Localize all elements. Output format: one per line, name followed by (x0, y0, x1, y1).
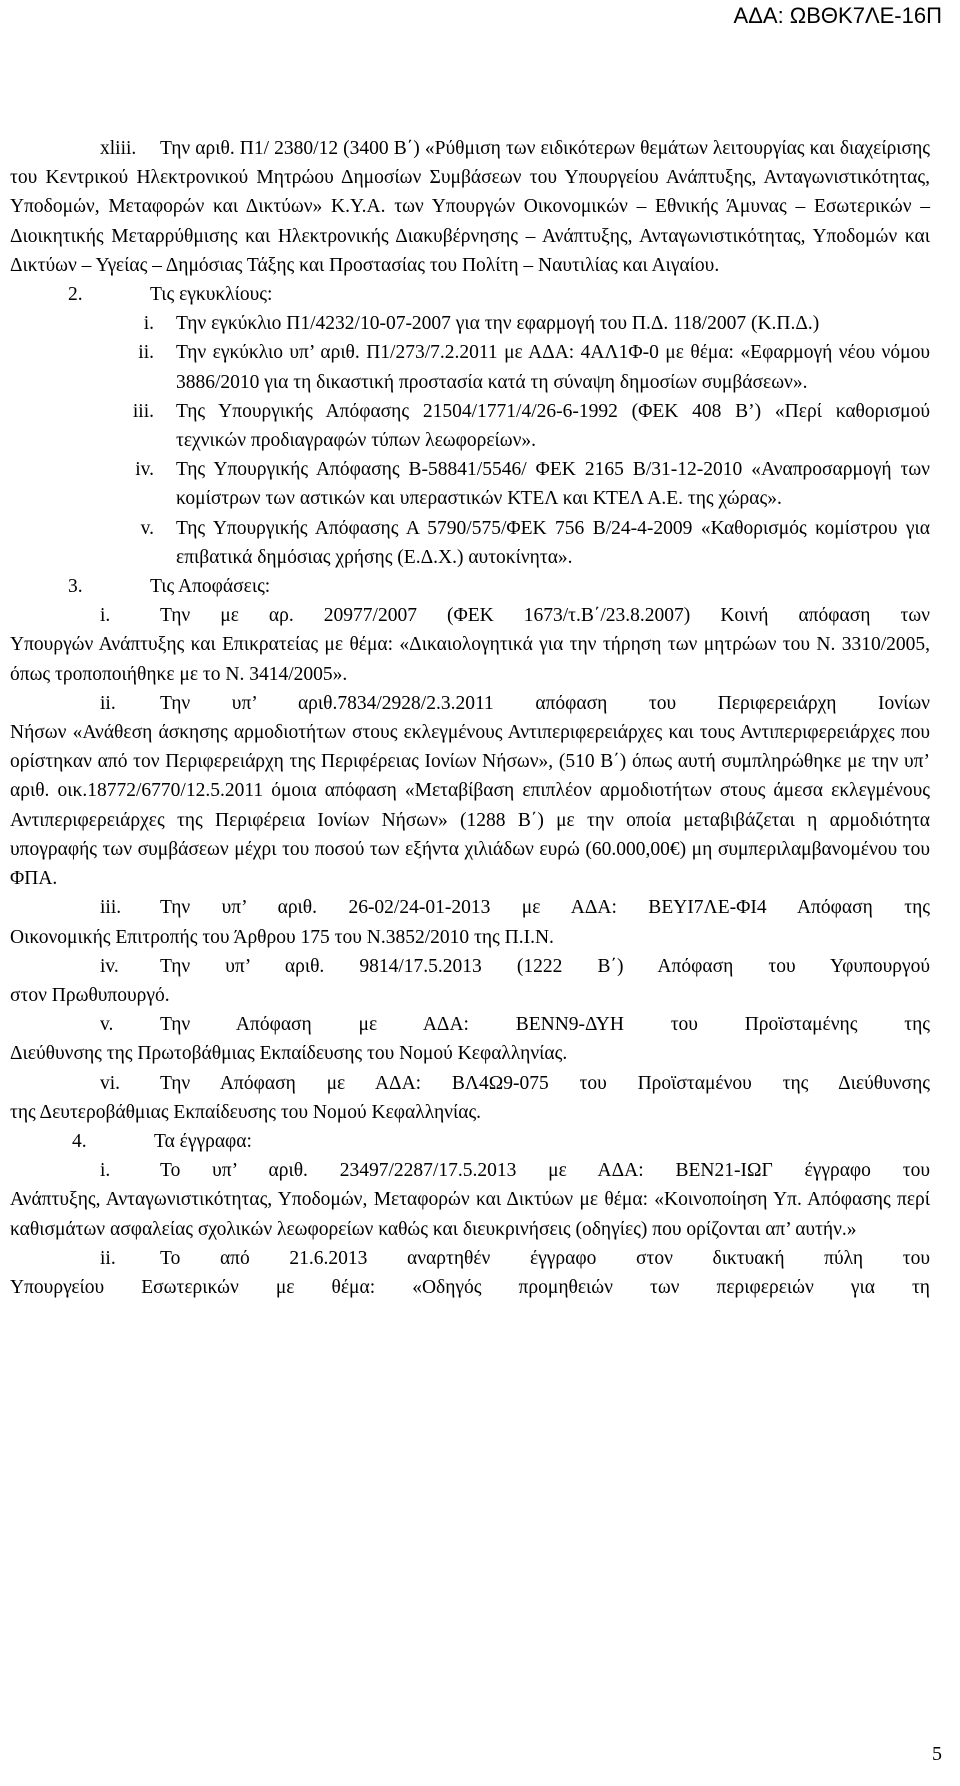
decision-item (10, 1010, 930, 1068)
item-text-rest: Υπουργών Ανάπτυξης και Επικρατείας με θέμα: «Δικαιολογητικά για την τήρηση των μητρώων του Ν. 3310/2005, όπως τροποποιήθηκε με το Ν. 3414/2005». (10, 634, 930, 685)
decision-item (10, 689, 930, 893)
document-item (10, 1156, 930, 1244)
section-decisions (10, 572, 930, 601)
item-label: ii. (100, 692, 116, 714)
circular-item (10, 309, 930, 338)
item-text-first: Την με αρ. 20977/2007 (ΦΕΚ 1673/τ.Β΄/23.8.2007) Κοινή απόφαση των (160, 605, 930, 627)
section-label: 4. (72, 1130, 87, 1152)
document-item (10, 1244, 930, 1302)
decision-item (10, 893, 930, 951)
item-text-rest: Ανάπτυξης, Ανταγωνιστικότητας, Υποδομών, Μεταφορών και Δικτύων με θέμα: «Κοινοποίηση Υπ. Απόφασης περί καθισμάτων ασφαλείας σχολικών λεωφορείων καθώς και διευκρινήσεις (οδηγίες) που ορίζονται απ’ αυτήν.» (10, 1189, 930, 1240)
item-text-first: Την υπ’ αριθ. 26-02/24-01-2013 με ΑΔΑ: ΒΕΥΙ7ΛΕ-ΦΙ4 Απόφαση της (160, 897, 930, 919)
item-label: v. (100, 1014, 114, 1036)
item-label: xliii. (100, 138, 137, 159)
section-title: Τις εγκυκλίους: (150, 284, 273, 306)
decision-item (10, 601, 930, 689)
item-text-first: Την Απόφαση με ΑΔΑ: ΒΛ4Ω9-075 του Προϊσταμένου της Διεύθυνσης (160, 1072, 930, 1094)
section-label: 2. (68, 284, 83, 306)
circular-item (10, 338, 930, 396)
item-label: i. (143, 313, 154, 335)
item-text-first: Το από 21.6.2013 αναρτηθέν έγγραφο στον δικτυακή πύλη του (160, 1247, 930, 1269)
item-text: Της Υπουργικής Απόφασης Α 5790/575/ΦΕΚ 756 Β/24-4-2009 «Καθορισμός κομίστρου για επιβατικά δημόσιας χρήσης (Ε.Δ.Χ.) αυτοκίνητα». (176, 517, 930, 568)
circular-item (10, 397, 930, 455)
item-label: iii. (100, 897, 122, 919)
item-text-first: Το υπ’ αριθ. 23497/2287/17.5.2013 με ΑΔΑ: ΒΕΝ21-ΙΩΓ έγγραφο του (160, 1160, 930, 1182)
item-label: iii. (132, 400, 154, 422)
item-label: v. (140, 517, 154, 539)
section-title: Τα έγγραφα: (154, 1130, 252, 1152)
item-text-rest: Διεύθυνσης της Πρωτοβάθμιας Εκπαίδευσης του Νομού Κεφαλληνίας. (10, 1043, 568, 1065)
circular-item (10, 514, 930, 572)
section-documents (10, 1127, 930, 1156)
decision-item (10, 1069, 930, 1127)
page-number: 5 (932, 1743, 942, 1765)
item-label: iv. (135, 459, 154, 481)
item-text-rest: στον Πρωθυπουργό. (10, 984, 170, 1006)
section-title: Τις Αποφάσεις: (150, 576, 271, 598)
section-label: 3. (68, 576, 83, 598)
item-label: ii. (138, 342, 154, 364)
document-body (10, 134, 930, 1302)
item-label: ii. (100, 1247, 116, 1269)
decision-item (10, 952, 930, 1010)
item-text-rest: Νήσων «Ανάθεση άσκησης αρμοδιοτήτων στους εκλεγμένους Αντιπεριφερειάρχες και τους Αντιπεριφερειάρχες που ορίστηκαν από τον Περιφερειάρχη της Περιφέρειας Ιονίων Νήσων», (510 Β΄) όπως αυτή συμπληρώθηκε με την υπ’ αριθ. οικ.18772/6770/12.5.2011 όμοια απόφαση «Μεταβίβαση επιπλέον αρμοδιοτήτων στους άμεσα εκλεγμένους Αντιπεριφερειάρχες της Περιφέρεια Ιονίων Νήσων» (1288 Β΄) με την οποία μεταβιβάζεται η αρμοδιότητα υπογραφής των συμβάσεων μέχρι του ποσού των εξήντα χιλιάδων ευρώ (60.000,00€) μη συμπεριλαμβανομένου του ΦΠΑ. (10, 722, 930, 890)
section-circulars (10, 280, 930, 309)
item-text-rest: Υπουργείου Εσωτερικών με θέμα: «Οδηγός προμηθειών των περιφερειών για τη (10, 1276, 930, 1298)
ada-code: ΑΔΑ: ΩΒΘΚ7ΛΕ-16Π (733, 3, 942, 28)
item-text-rest: της Δευτεροβάθμιας Εκπαίδευσης του Νομού Κεφαλληνίας. (10, 1101, 482, 1123)
circular-item (10, 455, 930, 513)
item-text-rest: Οικονομικής Επιτροπής του Άρθρου 175 του Ν.3852/2010 της Π.Ι.Ν. (10, 926, 554, 948)
item-text-first: Την Απόφαση με ΑΔΑ: ΒΕΝΝ9-ΔΥΗ του Προϊσταμένης της (160, 1014, 930, 1036)
item-text-first: Την υπ’ αριθ. 9814/17.5.2013 (1222 Β΄) Απόφαση του Υφυπουργού (160, 955, 930, 977)
item-label: i. (100, 1160, 111, 1182)
item-text-first: Την υπ’ αριθ.7834/2928/2.3.2011 απόφαση του Περιφερειάρχη Ιονίων (160, 692, 930, 714)
item-text: Την εγκύκλιο υπ’ αριθ. Π1/273/7.2.2011 με ΑΔΑ: 4ΑΛ1Φ-0 με θέμα: «Εφαρμογή νέου νόμου 3886/2010 για τη δικαστική προστασία κατά τη σύναψη δημοσίων συμβάσεων». (176, 342, 930, 393)
item-label: iv. (100, 955, 119, 977)
item-text: Την αριθ. Π1/ 2380/12 (3400 Β΄) «Ρύθμιση των ειδικότερων θεμάτων λειτουργίας και διαχείρισης του Κεντρικού Ηλεκτρονικού Μητρώου Δημοσίων Συμβάσεων του Υπουργείου Ανάπτυξης, Ανταγωνιστικότητας, Υποδομών, Μεταφορών και Δικτύων» Κ.Υ.Α. των Υπουργών Οικονομικών – Εθνικής Άμυνας – Εσωτερικών – Διοικητικής Μεταρρύθμισης και Ηλεκτρονικής Διακυβέρνησης – Ανάπτυξης, Ανταγωνιστικότητας, Υποδομών και Δικτύων – Υγείας – Δημόσιας Τάξης και Προστασίας του Πολίτη – Ναυτιλίας και Αιγαίου. (10, 138, 930, 276)
item-text: Της Υπουργικής Απόφασης 21504/1771/4/26-6-1992 (ΦΕΚ 408 Β’) «Περί καθορισμού τεχνικών προδιαγραφών τύπων λεωφορείων». (176, 400, 930, 452)
item-label: i. (100, 605, 111, 627)
item-label: vi. (100, 1072, 121, 1094)
item-text: Της Υπουργικής Απόφασης Β-58841/5546/ ΦΕΚ 2165 Β/31-12-2010 «Αναπροσαρμογή των κομίστρων των αστικών και υπεραστικών ΚΤΕΛ και ΚΤΕΛ Α.Ε. της χώρας». (176, 459, 930, 510)
item-text: Την εγκύκλιο Π1/4232/10-07-2007 για την εφαρμογή του Π.Δ. 118/2007 (Κ.Π.Δ.) (176, 313, 820, 335)
